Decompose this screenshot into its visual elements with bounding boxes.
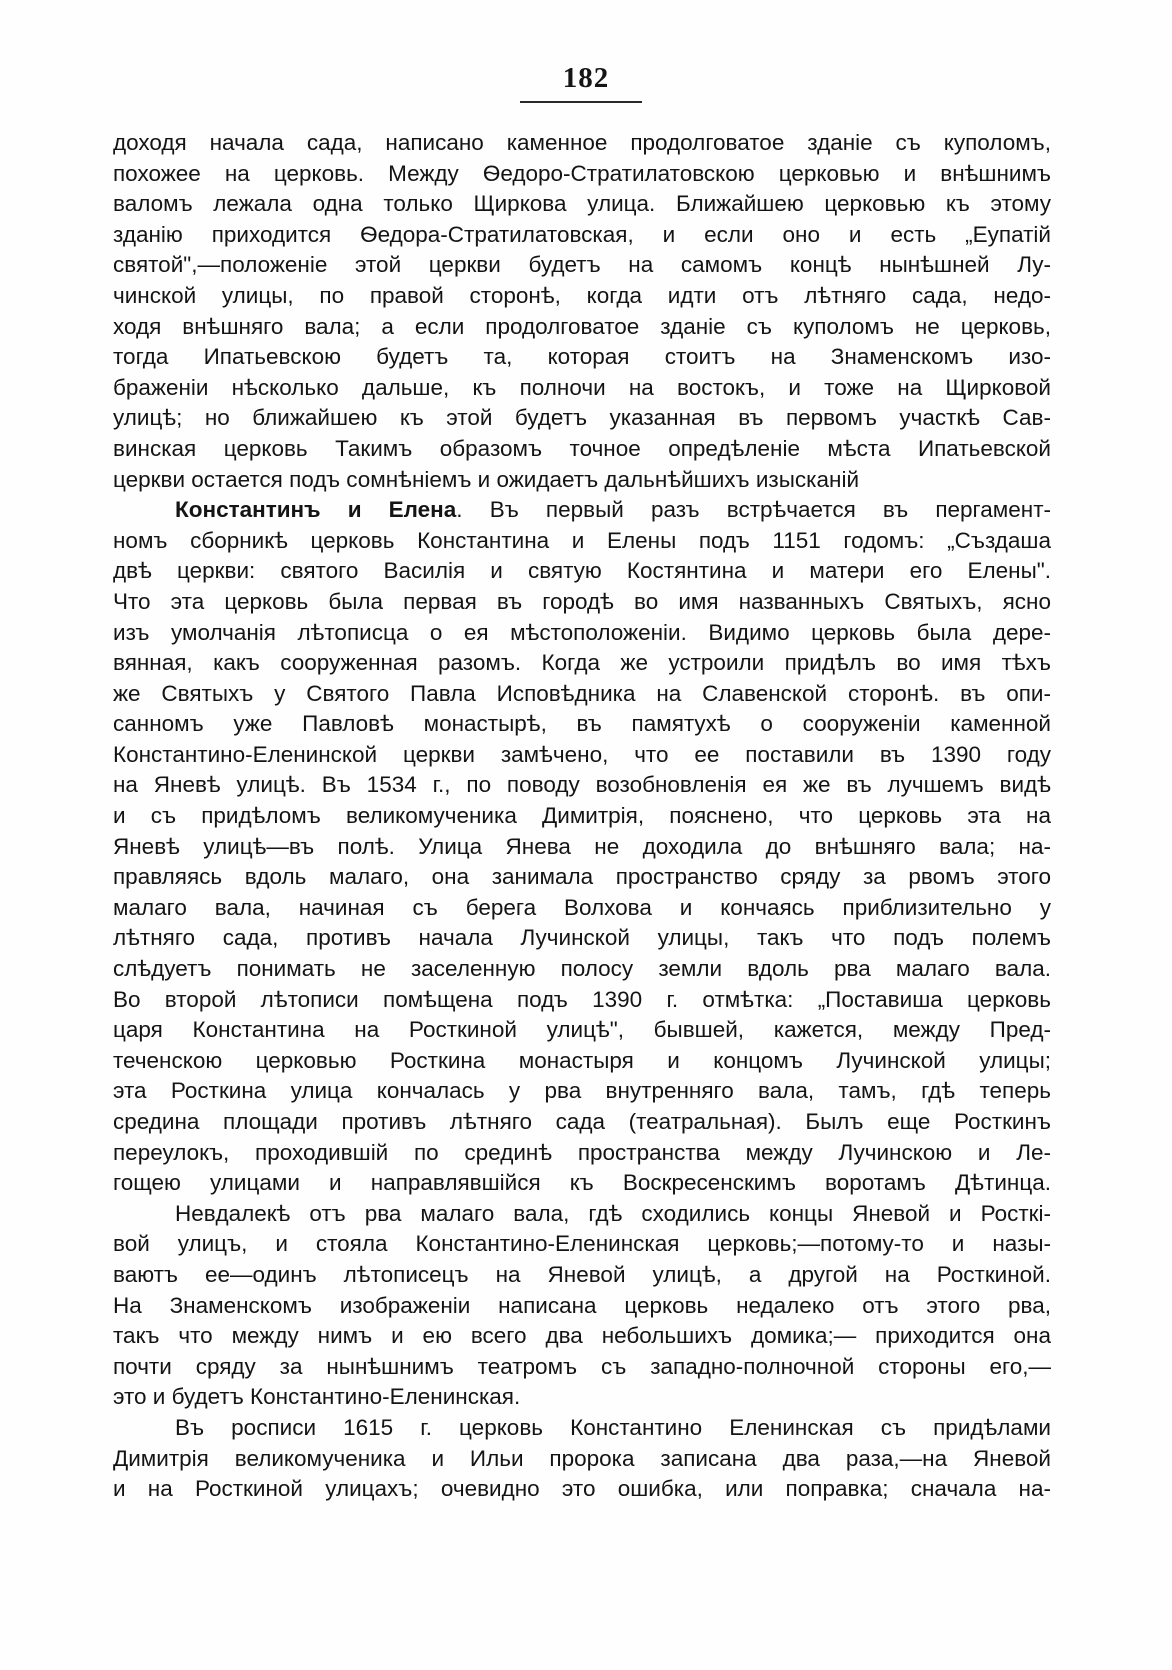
text-line: царя Константина на Росткиной улицѣ", бывшей, кажется, между Пред- (113, 1017, 1051, 1043)
text-line: номъ сборникѣ церковь Константина и Елены подъ 1151 годомъ: „Създаша (113, 527, 1051, 553)
text-line: двѣ церкви: святого Василія и святую Костянтина и матери его Елены". (113, 558, 1051, 584)
text-line: слѣдуетъ понимать не заселенную полосу земли вдоль рва малаго вала. (113, 956, 1051, 982)
text-line: правляясь вдоль малаго, она занимала пространство сряду за рвомъ этого (113, 864, 1051, 890)
text-line: Константино-Еленинской церкви замѣчено, что ее поставили въ 1390 году (113, 741, 1051, 767)
text-line: Во второй лѣтописи помѣщена подъ 1390 г. отмѣтка: „Поставиша церковь (113, 986, 1051, 1012)
body-text (113, 128, 1051, 1505)
text-line: ходя внѣшняго вала; а если продолговатое зданіе съ куполомъ не церковь, (113, 313, 1051, 339)
text-line: эта Росткина улица кончалась у рва внутренняго вала, тамъ, гдѣ теперь (113, 1078, 1051, 1104)
text-line: Димитрія великомученика и Ильи пророка записана два раза,—на Яневой (113, 1445, 1051, 1471)
text-line: Невдалекѣ отъ рва малаго вала, гдѣ сходились концы Яневой и Росткi- (175, 1200, 1051, 1226)
text-line: теченскою церковью Росткина монастыря и концомъ Лучинской улицы; (113, 1047, 1051, 1073)
text-line: средина площади противъ лѣтняго сада (театральная). Былъ еще Росткинъ (113, 1109, 1051, 1134)
paragraph (113, 495, 1051, 1199)
paragraph (113, 128, 1051, 495)
text-line: это и будетъ Константино-Еленинская. (113, 1384, 521, 1410)
page-number: 182 (562, 62, 610, 94)
text-line: и на Росткиной улицахъ; очевидно это ошибка, или поправка; сначала на- (113, 1476, 1051, 1502)
text-line (113, 495, 1051, 526)
text-line: винская церковь Такимъ образомъ точное опредѣленіе мѣста Ипатьевской (113, 435, 1051, 461)
text-line: гощею улицами и направлявшійся къ Воскресенскимъ воротамъ Дѣтинца. (113, 1170, 1051, 1196)
text-line: доходя начала сада, написано каменное продолговатое зданіе съ куполомъ, (113, 130, 1051, 155)
text-line: Въ росписи 1615 г. церковь Константино Еленинская съ придѣлами (175, 1414, 1051, 1440)
text-line: валомъ лежала одна только Щиркова улица. Ближайшею церковью къ этому (113, 191, 1051, 217)
text-line: святой",—положеніе этой церкви будетъ на самомъ концѣ нынѣшней Лу- (113, 252, 1051, 278)
text-line: санномъ уже Павловѣ монастырѣ, въ памятухѣ о сооруженіи каменной (113, 711, 1051, 737)
text-line: церкви остается подъ сомнѣніемъ и ожидаетъ дальнѣйшихъ изысканій (113, 466, 860, 492)
text-line: ваютъ ее—одинъ лѣтописецъ на Яневой улицѣ, а другой на Росткиной. (113, 1261, 1051, 1287)
text-line: браженіи нѣсколько дальше, къ полночи на востокъ, и тоже на Щирковой (113, 374, 1051, 400)
paragraph (113, 1413, 1051, 1505)
text-line: На Знаменскомъ изображеніи написана церковь недалеко отъ этого рва, (113, 1292, 1051, 1318)
text-line: улицѣ; но ближайшею къ этой будетъ указанная въ первомъ участкѣ Сав- (113, 405, 1051, 431)
text-line: вянная, какъ сооруженная разомъ. Когда же устроили придѣлъ во имя тѣхъ (113, 650, 1051, 676)
text-line: на Яневѣ улицѣ. Въ 1534 г., по поводу возобновленія ея же въ лучшемъ видѣ (113, 772, 1051, 798)
text-line: зданію приходится Ѳедора-Стратилатовская, и если оно и есть „Еупатій (113, 221, 1051, 247)
paragraph (113, 1199, 1051, 1413)
text-line: Яневѣ улицѣ—въ полѣ. Улица Янева не доходила до внѣшняго вала; на- (113, 833, 1051, 859)
text-line: лѣтняго сада, противъ начала Лучинской улицы, такъ что подъ полемъ (113, 925, 1051, 951)
text-line: изъ умолчанія лѣтописца о ея мѣстоположеніи. Видимо церковь была дере- (113, 619, 1051, 645)
text-run: . Въ первый разъ встрѣчается въ пергамент- (456, 497, 1051, 523)
text-line: тогда Ипатьевскою будетъ та, которая стоитъ на Знаменскомъ изо- (113, 344, 1051, 370)
text-line: переулокъ, проходившій по срединѣ пространства между Лучинскою и Ле- (113, 1139, 1051, 1165)
text-line: вой улицъ, и стояла Константино-Еленинская церковь;—потому-то и назы- (113, 1231, 1051, 1257)
page-number-rule (520, 101, 642, 103)
text-line: чинской улицы, по правой сторонѣ, когда идти отъ лѣтняго сада, недо- (113, 282, 1051, 308)
text-line: малаго вала, начиная съ берега Волхова и кончаясь приблизительно у (113, 894, 1051, 920)
text-line: такъ что между нимъ и ею всего два небольшихъ домика;— приходится она (113, 1323, 1051, 1349)
section-heading: Константинъ и Елена (175, 497, 457, 523)
text-line: почти сряду за нынѣшнимъ театромъ съ западно-полночной стороны его,— (113, 1353, 1051, 1379)
text-line: и съ придѣломъ великомученика Димитрія, пояснено, что церковь эта на (113, 803, 1051, 829)
text-line: похожее на церковь. Между Ѳедоро-Стратилатовскою церковью и внѣшнимъ (113, 160, 1051, 186)
text-line: же Святыхъ у Святого Павла Исповѣдника на Славенской сторонѣ. въ опи- (113, 680, 1051, 706)
text-line: Что эта церковь была первая въ городѣ во имя названныхъ Святыхъ, ясно (113, 588, 1051, 614)
